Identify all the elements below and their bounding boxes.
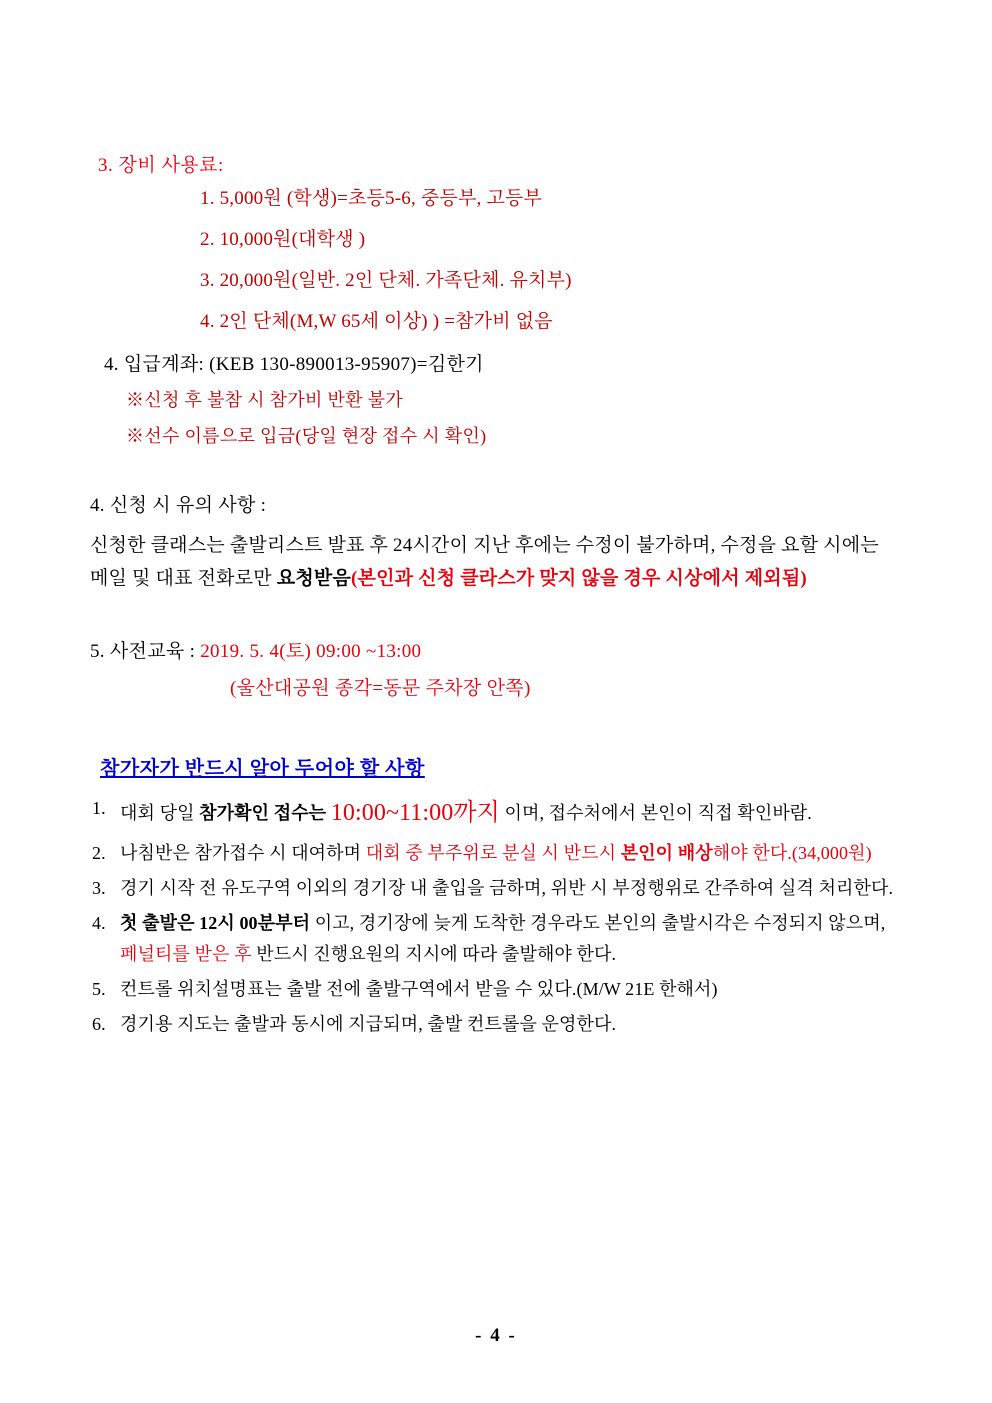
seg: 대회 당일 [120,802,200,823]
list-item-number: 4. [92,912,106,933]
fee-item-text: 5,000원 (학생)=초등5-6, 중등부, 고등부 [219,188,543,209]
page-number: - 4 - [475,1325,517,1346]
seg: 이며, 접수처에서 본인이 직접 확인바람. [499,802,812,823]
notice-red-text: (본인과 신청 클라스가 맞지 않을 경우 시상에서 제외됨) [351,568,807,590]
list-item-number: 2. [92,842,106,863]
notice-emphasis: 요청받음 [276,568,352,590]
seg: 경기용 지도는 출발과 동시에 지급되며, 출발 컨트롤을 운영한다. [120,1013,617,1034]
list-item-number: 6. [92,1013,106,1034]
list-item [90,908,902,970]
list-item [90,793,902,834]
seg: 10:00~11:00까지 [330,799,500,826]
notice-paragraph [90,529,902,596]
account-note: ※선수 이름으로 입금(당일 현장 접수 시 확인) [126,426,487,446]
fee-item-text: 2인 단체(M,W 65세 이상) ) =참가비 없음 [219,311,553,332]
preedu-value: 2019. 5. 4(토) 09:00 ~13:00 [200,640,422,662]
seg: 대회 중 부주위로 분실 시 반드시 [365,842,621,863]
seg: 해야 한다.(34,000원) [712,842,872,863]
notice-heading: 4. 신청 시 유의 사항 : [90,495,267,516]
seg: 컨트롤 위치설명표는 출발 전에 출발구역에서 받을 수 있다.(M/W 21E 한해서) [120,978,718,999]
fee-item [200,265,902,292]
preedu-label: 5. 사전교육 : [90,640,201,662]
must-know-title: 참가자가 반드시 알아 두어야 할 사항 [100,757,425,780]
must-know-list [90,793,902,1040]
fee-item [200,306,902,333]
fee-item-number: 1. [200,188,215,209]
fee-item-number: 4. [200,311,215,332]
notice-body-text: 신청한 클래스는 출발리스트 발표 후 24시간이 지난 후에는 수정이 불가하며, 수정을 요할 시에는 메일 및 대표 전화로만 [90,535,879,590]
fee-item [200,224,902,251]
equipment-fee-title: 3. 장비 사용료: [98,155,224,176]
list-item-number: 3. [92,877,106,898]
fee-item-number: 3. [200,270,215,291]
list-item [90,873,902,904]
fee-item [200,183,902,210]
fee-item-text: 20,000원(일반. 2인 단체. 가족단체. 유치부) [219,270,572,291]
seg: 첫 출발은 12시 00분부터 [120,912,311,933]
seg: 이고, 경기장에 늦게 도착한 경우라도 본인의 출발시각은 수정되지 않으며, [310,912,886,933]
account-note: ※신청 후 불참 시 참가비 반환 불가 [126,390,404,410]
list-item-number: 5. [92,978,106,999]
preedu-sub: (울산대공원 종각=동문 주차장 안쪽) [230,677,531,699]
fee-item-text: 10,000원(대학생 ) [219,229,366,250]
list-item [90,1009,902,1040]
seg: 본인이 배상 [620,842,713,863]
list-item [90,838,902,869]
fee-item-number: 2. [200,229,215,250]
list-item [90,974,902,1005]
seg: 참가확인 접수는 [199,802,331,823]
preedu-line [90,636,902,663]
list-item-number: 1. [92,797,106,818]
seg: 반드시 진행요원의 지시에 따라 출발해야 한다. [251,943,617,964]
seg: 경기 시작 전 유도구역 이외의 경기장 내 출입을 금하며, 위반 시 부정행위로 간주하여 실격 처리한다. [120,877,894,898]
seg: 페널티를 받은 후 [120,943,252,964]
seg: 나침반은 참가접수 시 대여하며 [120,842,366,863]
account-line: 4. 입급계좌: (KEB 130-890013-95907)=김한기 [104,354,484,375]
